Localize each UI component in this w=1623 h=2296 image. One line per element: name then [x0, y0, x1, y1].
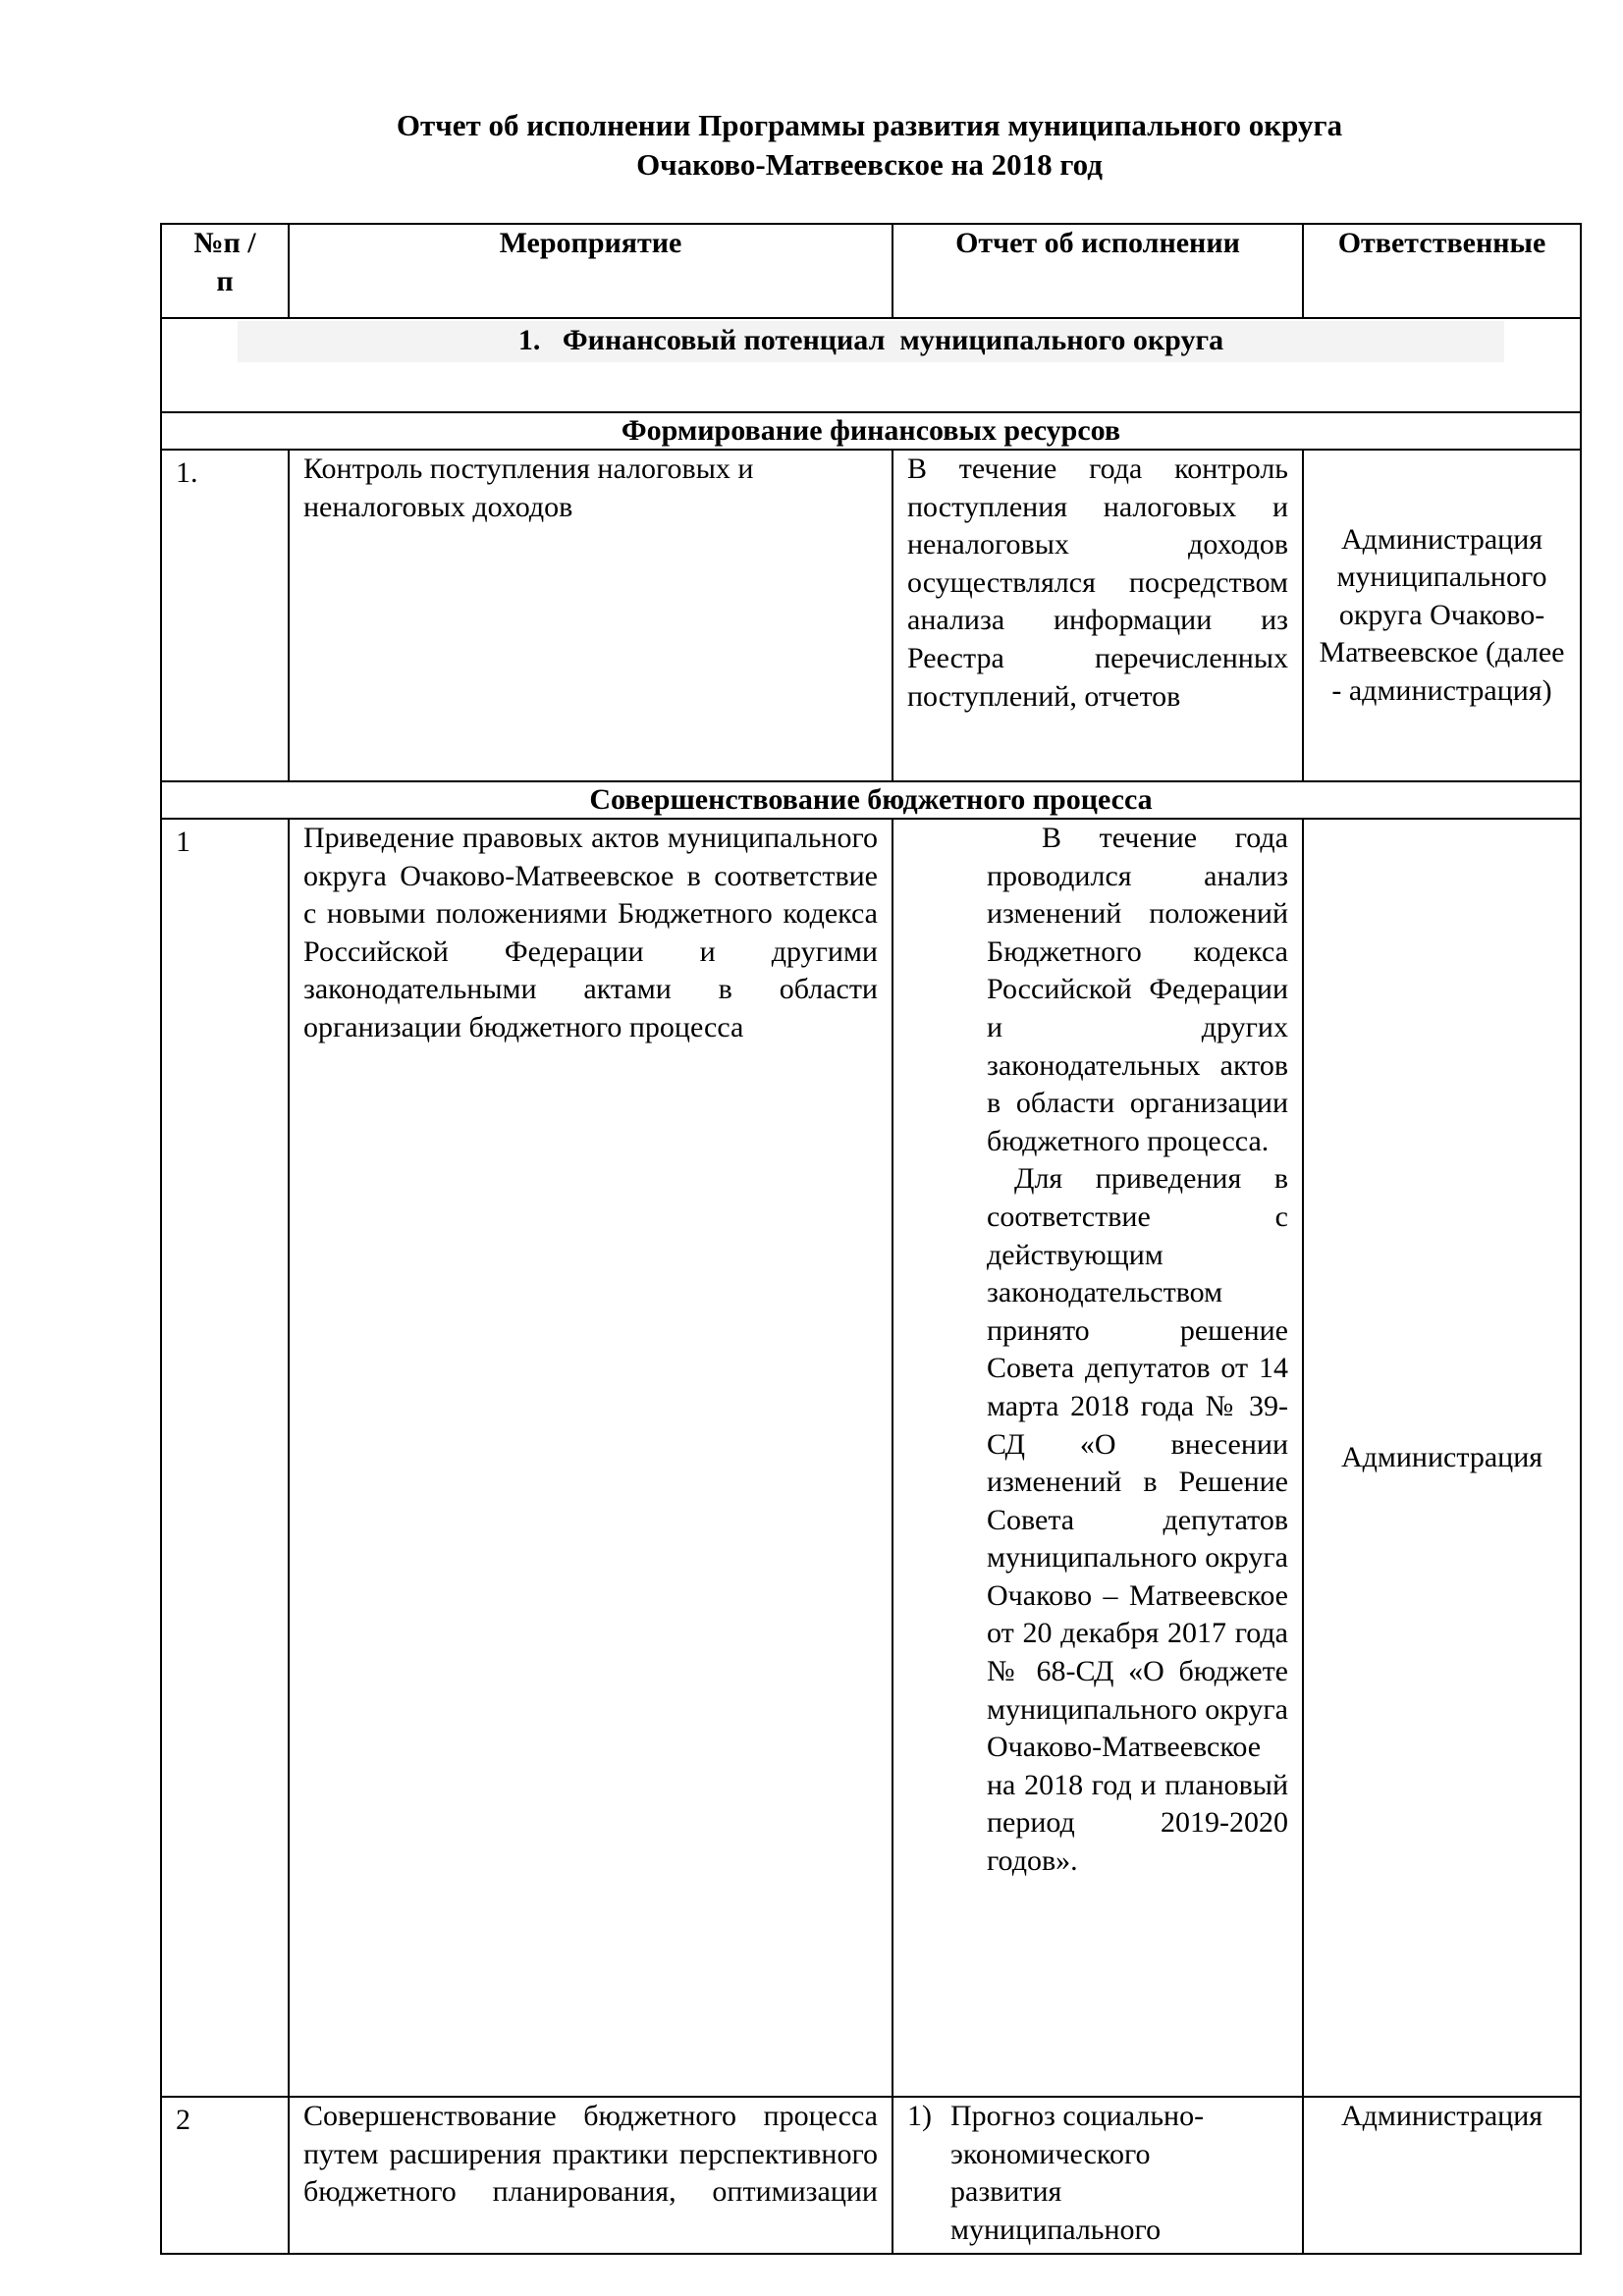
subsection-row	[161, 781, 1581, 819]
header-report: Отчет об исполнении	[893, 224, 1303, 318]
subsection-row	[161, 412, 1581, 450]
report-paragraph-1: В течение года проводился анализ изменений положений Бюджетного кодекса Российской Федерации и других законодательных актов в области организации бюджетного процесса.	[987, 822, 1288, 1157]
section-title-cell	[161, 318, 1581, 412]
row-num: 1.	[161, 450, 289, 781]
row-report: В течение года контроль поступления налоговых и неналоговых доходов осуществлялся посредством анализа информации из Реестра перечисленных поступлений, отчетов	[893, 450, 1303, 781]
header-event: Мероприятие	[289, 224, 893, 318]
row-report	[893, 819, 1303, 2097]
list-marker: 1)	[907, 2100, 932, 2132]
subsection-title-budget-process: Совершенствование бюджетного процесса	[161, 781, 1581, 819]
table-header-row	[161, 224, 1581, 318]
report-text: Прогноз социально-экономического развития муниципального	[950, 2100, 1205, 2246]
row-responsible: Администрация	[1303, 2097, 1581, 2254]
report-table	[160, 223, 1582, 2255]
row-report	[893, 2097, 1303, 2254]
row-event: Совершенствование бюджетного процесса путем расширения практики перспективного бюджетного планирования, оптимизации	[289, 2097, 893, 2254]
row-responsible: Администрация муниципального округа Очаково-Матвеевское (далее - администрация)	[1303, 450, 1581, 781]
row-num: 1	[161, 819, 289, 2097]
section-title: 1. Финансовый потенциал муниципального округа	[238, 321, 1504, 362]
table-row	[161, 819, 1581, 2097]
report-paragraph-2: Для приведения в соответствие с действующим законодательством принято решение Совета депутатов от 14 марта 2018 года № 39-СД «О внесении изменений в Решение Совета депутатов муниципального округа Очаково – Матвеевское от 20 декабря 2017 года № 68-СД «О бюджете муниципального округа Очаково-Матвеевское на 2018 год и плановый период 2019-2020 годов».	[987, 1162, 1288, 1878]
subsection-title-financial-resources: Формирование финансовых ресурсов	[161, 412, 1581, 450]
document-title	[160, 106, 1579, 185]
title-line-1: Отчет об исполнении Программы развития муниципального округа	[396, 108, 1343, 142]
header-num: №п /п	[161, 224, 289, 318]
row-responsible: Администрация	[1303, 819, 1581, 2097]
table-row	[161, 450, 1581, 781]
table-row	[161, 2097, 1581, 2254]
row-event: Приведение правовых актов муниципального округа Очаково-Матвеевское в соответствие с новыми положениями Бюджетного кодекса Российской Федерации и другими законодательными актами в области организации бюджетного процесса	[289, 819, 893, 2097]
section-row	[161, 318, 1581, 412]
title-line-2: Очаково-Матвеевское на 2018 год	[636, 147, 1103, 182]
header-responsible: Ответственные	[1303, 224, 1581, 318]
row-event: Контроль поступления налоговых и неналоговых доходов	[289, 450, 893, 781]
row-num: 2	[161, 2097, 289, 2254]
